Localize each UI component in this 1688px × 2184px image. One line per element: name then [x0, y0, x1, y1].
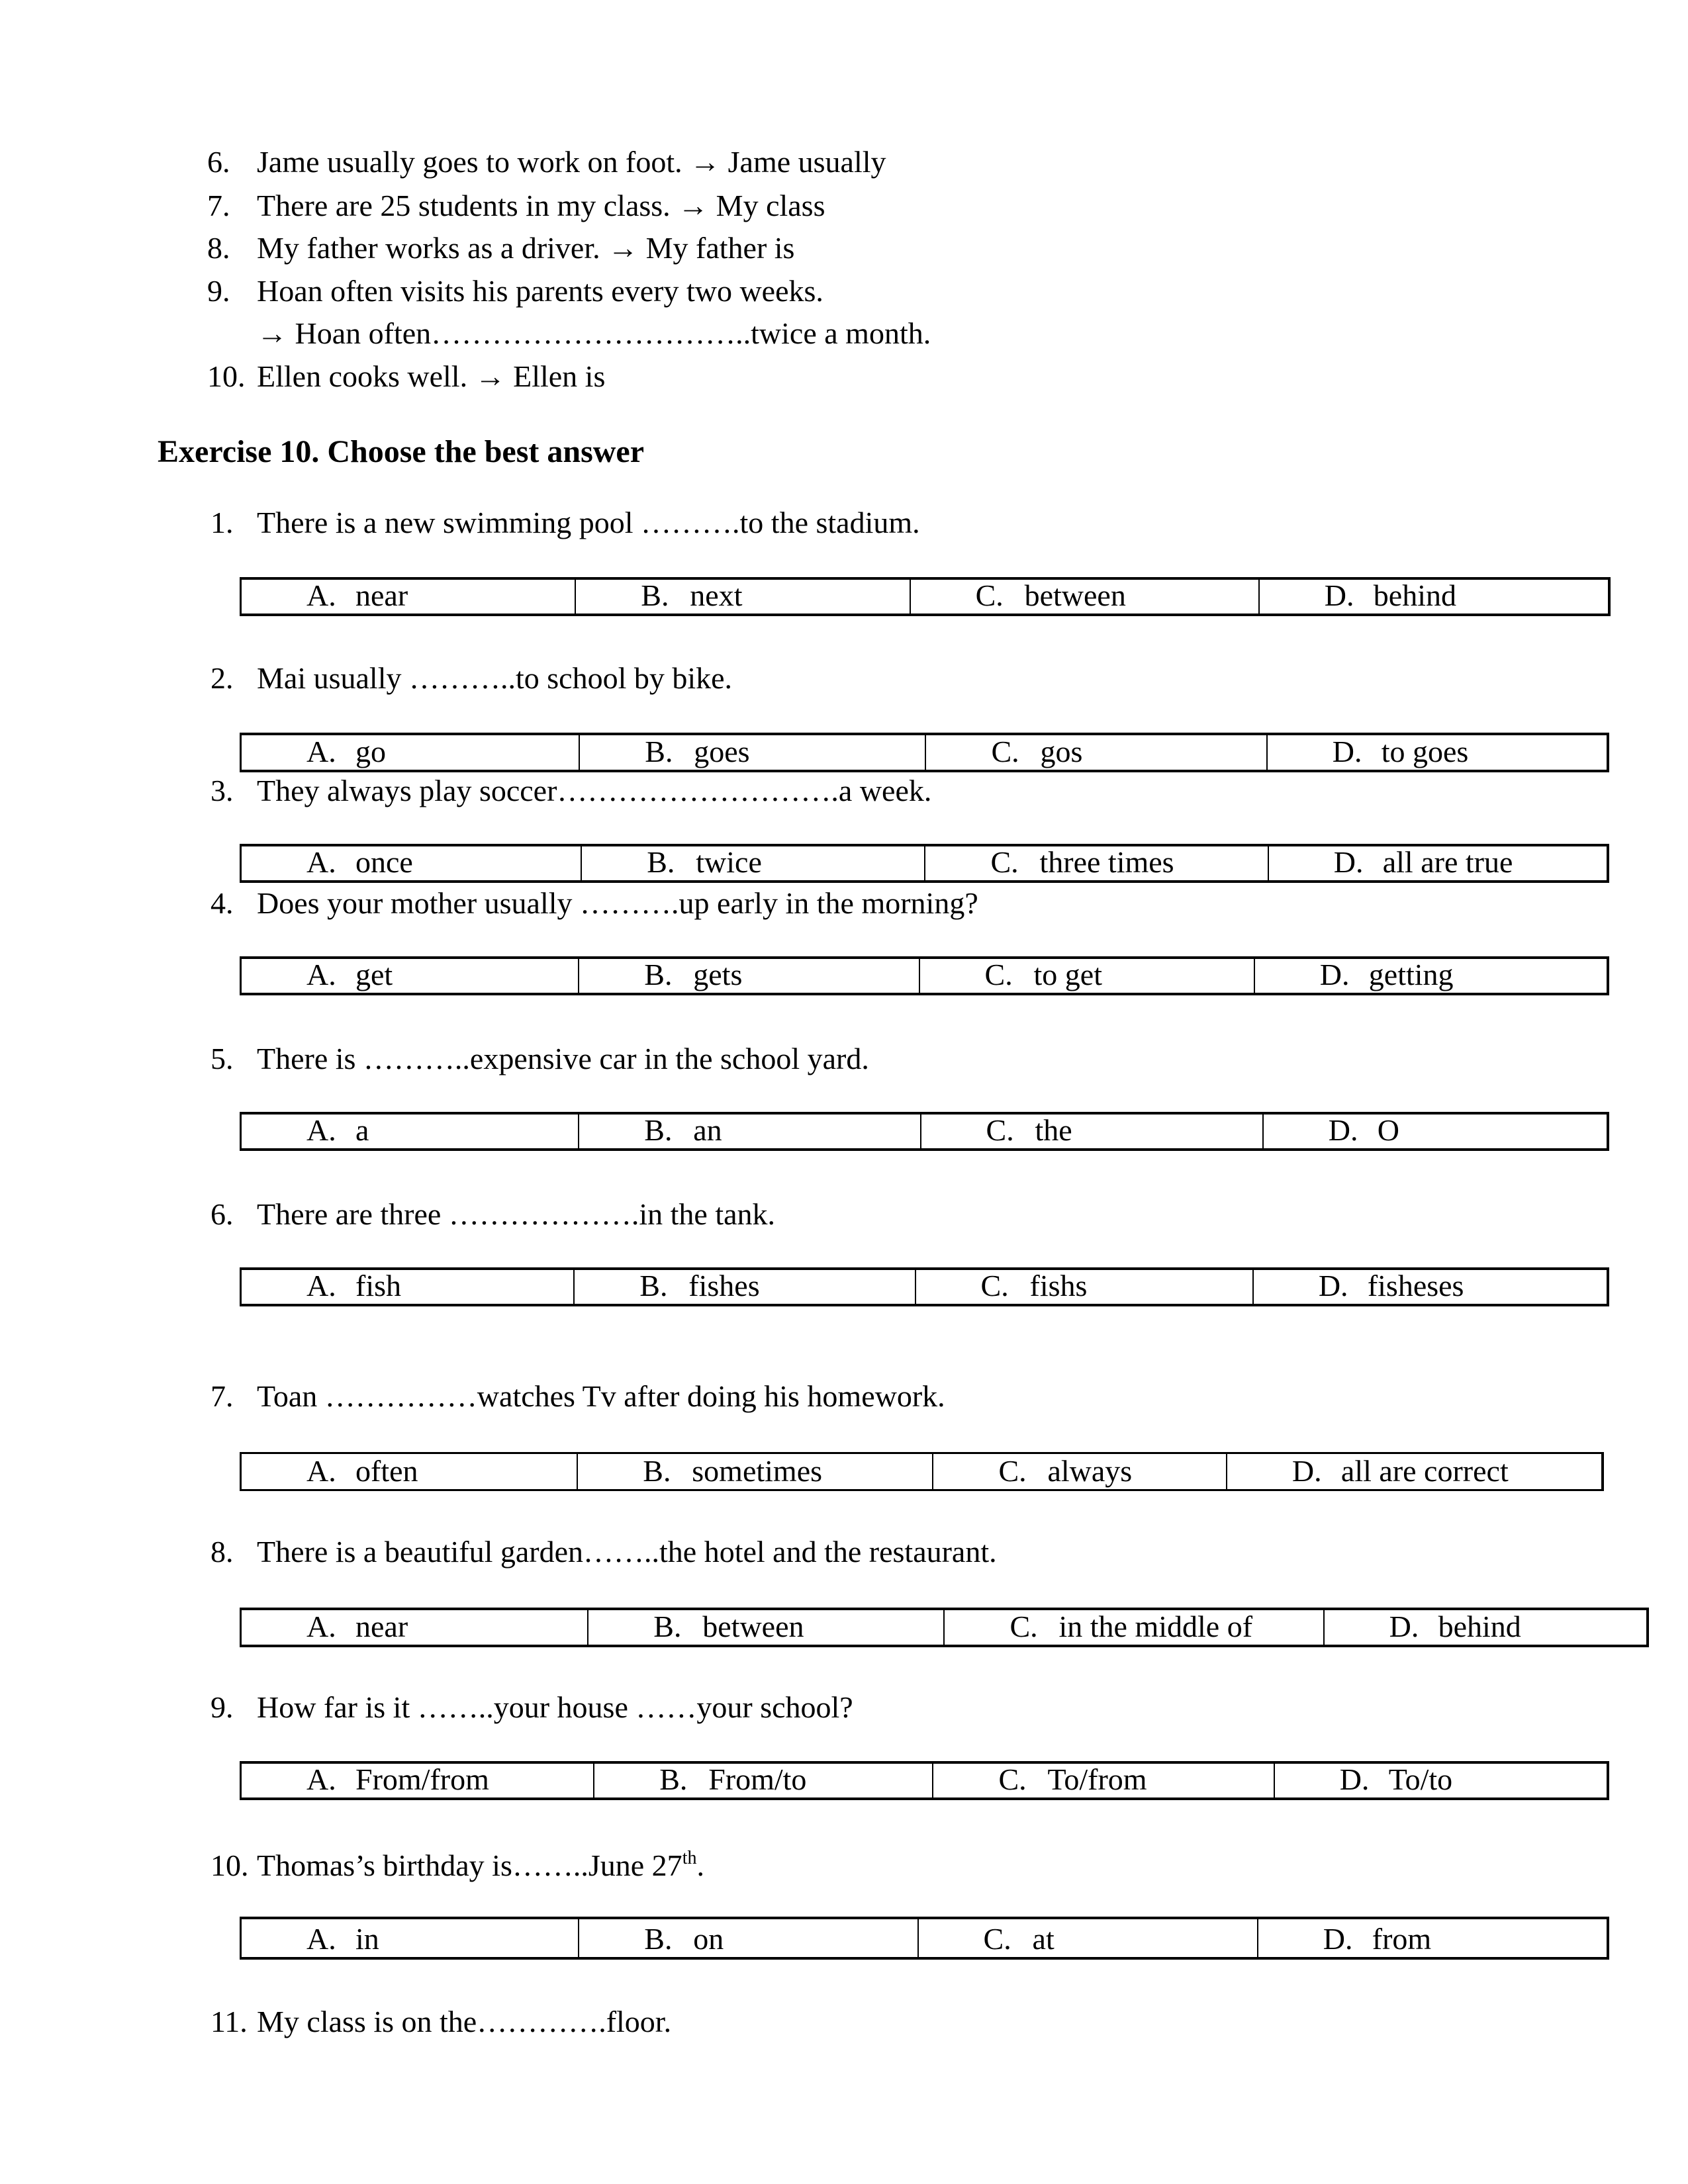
option-text: all are true	[1382, 845, 1513, 879]
option-label	[306, 847, 413, 878]
option-letter: D.	[1323, 1922, 1353, 1956]
option-label	[998, 1764, 1147, 1795]
option-label	[998, 1456, 1132, 1486]
option-label	[1009, 1612, 1252, 1642]
answer-option-d[interactable]	[1258, 1919, 1607, 1957]
answer-option-a[interactable]	[242, 846, 582, 880]
question-stem: There is a new swimming pool ……….to the stadium.	[257, 506, 920, 539]
option-label	[981, 1271, 1088, 1301]
question-number: 9.	[211, 1690, 234, 1724]
question-number: 6.	[211, 1197, 234, 1231]
question-text	[257, 1850, 704, 1881]
option-text: in	[355, 1922, 379, 1956]
option-text: three times	[1039, 845, 1174, 879]
option-text: From/to	[708, 1762, 807, 1796]
question-number: 11.	[211, 2005, 248, 2038]
option-letter: D.	[1324, 578, 1354, 612]
answer-option-c[interactable]	[945, 1610, 1324, 1645]
option-text: fish	[355, 1269, 401, 1302]
answer-options-table	[240, 1608, 1649, 1647]
option-letter: A.	[306, 735, 336, 768]
option-letter: A.	[306, 1610, 336, 1643]
answer-option-a[interactable]	[242, 580, 576, 614]
option-label	[306, 1924, 379, 1954]
option-label	[644, 960, 742, 990]
sentence-transformation-item: Jame usually goes to work on foot. → Jame usually	[257, 145, 886, 179]
option-letter: C.	[984, 958, 1013, 991]
question-stem: They always play soccer……………………….a week.	[257, 774, 932, 807]
answer-option-d[interactable]	[1255, 959, 1607, 993]
answer-option-b[interactable]	[576, 580, 910, 614]
answer-option-a[interactable]	[242, 1764, 594, 1797]
question-number: 1.	[211, 506, 234, 539]
question-tail: .	[696, 1848, 704, 1882]
option-text: at	[1032, 1922, 1055, 1956]
question-text	[257, 663, 732, 694]
option-text: go	[355, 735, 386, 768]
question-number: 7.	[211, 1379, 234, 1413]
option-text: on	[693, 1922, 724, 1956]
option-label	[990, 847, 1174, 878]
option-label	[1333, 737, 1469, 767]
option-label	[641, 580, 742, 611]
option-letter: D.	[1389, 1610, 1419, 1643]
option-label	[306, 1271, 401, 1301]
option-label	[306, 737, 386, 767]
answer-option-a[interactable]	[242, 1270, 575, 1304]
option-label	[1329, 1115, 1399, 1146]
option-label	[1389, 1612, 1521, 1642]
option-text: an	[693, 1113, 722, 1147]
option-text: get	[355, 958, 393, 991]
option-letter: A.	[306, 1113, 336, 1147]
option-label	[1320, 960, 1454, 990]
answer-option-d[interactable]	[1325, 1610, 1646, 1645]
answer-options-table	[240, 956, 1609, 995]
answer-option-c[interactable]	[916, 1270, 1254, 1304]
option-text: O	[1377, 1113, 1399, 1147]
question-stem: Toan ……………watches Tv after doing his homework.	[257, 1379, 945, 1413]
question-stem: Mai usually ………..to school by bike.	[257, 661, 733, 695]
answer-option-c[interactable]	[926, 735, 1267, 770]
question-stem: How far is it ……..your house ……your school?	[257, 1690, 853, 1724]
option-text: next	[690, 578, 743, 612]
item-number: 9.	[207, 274, 230, 308]
answer-option-d[interactable]	[1260, 580, 1608, 614]
question-number: 10.	[211, 1848, 249, 1882]
question-number: 2.	[211, 661, 234, 695]
question-stem: There is ………..expensive car in the school yard.	[257, 1042, 869, 1075]
option-text: near	[355, 1610, 408, 1643]
option-text: behind	[1373, 578, 1456, 612]
item-number: 8.	[207, 231, 230, 265]
option-text: behind	[1438, 1610, 1521, 1643]
question-stem: My class is on the………….floor.	[257, 2005, 672, 2038]
answer-options-table	[240, 1761, 1609, 1800]
sentence-transformation-item: Ellen cooks well. → Ellen is	[257, 359, 606, 393]
question-text	[257, 1044, 869, 1074]
option-letter: C.	[991, 735, 1019, 768]
option-letter: C.	[998, 1454, 1027, 1488]
answer-option-a[interactable]	[242, 1919, 579, 1957]
option-letter: C.	[975, 578, 1004, 612]
option-letter: D.	[1318, 1269, 1348, 1302]
option-text: once	[355, 845, 413, 879]
option-letter: C.	[1009, 1610, 1038, 1643]
ordinal-suffix: th	[682, 1848, 697, 1868]
answer-option-b[interactable]	[594, 1764, 933, 1797]
answer-option-b[interactable]	[582, 846, 925, 880]
option-label	[306, 580, 408, 611]
option-letter: A.	[306, 1762, 336, 1796]
option-text: fisheses	[1367, 1269, 1464, 1302]
answer-option-c[interactable]	[925, 846, 1268, 880]
option-label	[639, 1271, 759, 1301]
answer-options-table	[240, 844, 1609, 883]
item-number: 7.	[207, 189, 230, 222]
option-letter: D.	[1332, 735, 1362, 768]
option-letter: B.	[644, 1922, 673, 1956]
answer-option-c[interactable]	[919, 1919, 1258, 1957]
option-letter: A.	[306, 1922, 336, 1956]
option-letter: B.	[647, 845, 675, 879]
answer-option-b[interactable]	[575, 1270, 915, 1304]
answer-option-d[interactable]	[1269, 846, 1607, 880]
option-label	[644, 1924, 724, 1954]
answer-option-d[interactable]	[1254, 1270, 1607, 1304]
option-label	[647, 847, 762, 878]
question-text	[257, 776, 931, 806]
option-label	[306, 1115, 369, 1146]
answer-option-b[interactable]	[580, 735, 926, 770]
option-label	[306, 1764, 489, 1795]
option-letter: C.	[998, 1762, 1027, 1796]
option-label	[976, 580, 1126, 611]
option-label	[1325, 580, 1456, 611]
option-letter: C.	[990, 845, 1019, 879]
option-text: between	[702, 1610, 804, 1643]
answer-options-table	[240, 733, 1609, 772]
question-text	[257, 508, 920, 538]
option-letter: B.	[659, 1762, 688, 1796]
option-text: getting	[1368, 958, 1454, 991]
sentence-transformation-item: Hoan often visits his parents every two weeks.	[257, 274, 823, 308]
option-letter: B.	[645, 735, 673, 768]
option-letter: A.	[306, 958, 336, 991]
option-text: twice	[696, 845, 762, 879]
answer-option-a[interactable]	[242, 1454, 578, 1489]
option-text: to goes	[1381, 735, 1469, 768]
option-text: a	[355, 1113, 369, 1147]
question-number: 4.	[211, 886, 234, 920]
answer-option-a[interactable]	[242, 1610, 588, 1645]
answer-option-c[interactable]	[921, 1115, 1264, 1148]
item-number: 10.	[207, 359, 246, 393]
option-text: fishes	[688, 1269, 760, 1302]
answer-option-c[interactable]	[933, 1454, 1227, 1489]
option-letter: A.	[306, 1269, 336, 1302]
question-text	[257, 1692, 853, 1723]
option-letter: B.	[653, 1610, 682, 1643]
option-text: the	[1035, 1113, 1072, 1147]
option-letter: A.	[306, 845, 336, 879]
option-letter: B.	[644, 1113, 673, 1147]
option-letter: B.	[644, 958, 673, 991]
option-label	[1319, 1271, 1464, 1301]
item-number: 6.	[207, 145, 230, 179]
option-label	[306, 960, 393, 990]
option-letter: B.	[639, 1269, 668, 1302]
option-text: gos	[1040, 735, 1083, 768]
answer-option-d[interactable]	[1275, 1764, 1607, 1797]
sentence-transformation-item: There are 25 students in my class. → My class	[257, 189, 825, 222]
option-text: often	[355, 1454, 418, 1488]
option-label	[1340, 1764, 1452, 1795]
option-label	[984, 1924, 1055, 1954]
option-label	[1334, 847, 1513, 878]
option-text: From/from	[355, 1762, 489, 1796]
option-letter: D.	[1319, 958, 1350, 991]
answer-options-table	[240, 1267, 1609, 1306]
question-number: 5.	[211, 1042, 234, 1075]
option-label	[653, 1612, 804, 1642]
answer-option-d[interactable]	[1264, 1115, 1607, 1148]
question-stem: Thomas’s birthday is……..June 27	[257, 1848, 682, 1882]
option-text: to get	[1033, 958, 1102, 991]
question-number: 8.	[211, 1535, 234, 1569]
option-letter: D.	[1328, 1113, 1358, 1147]
option-letter: B.	[641, 578, 669, 612]
answer-option-a[interactable]	[242, 735, 580, 770]
option-label	[991, 737, 1082, 767]
option-text: To/to	[1388, 1762, 1453, 1796]
option-text: near	[355, 578, 408, 612]
answer-option-b[interactable]	[579, 959, 919, 993]
answer-option-c[interactable]	[911, 580, 1260, 614]
answer-options-table	[240, 1112, 1609, 1151]
answer-option-b[interactable]	[578, 1454, 933, 1489]
answer-options-table	[240, 1917, 1609, 1960]
option-label	[644, 1115, 722, 1146]
option-text: fishs	[1029, 1269, 1088, 1302]
question-text	[257, 1199, 775, 1230]
option-label	[985, 960, 1102, 990]
option-letter: A.	[306, 1454, 336, 1488]
option-text: sometimes	[692, 1454, 823, 1488]
option-label	[306, 1456, 418, 1486]
option-label	[986, 1115, 1072, 1146]
option-label	[645, 737, 749, 767]
question-stem: There are three ……………….in the tank.	[257, 1197, 776, 1231]
option-letter: C.	[983, 1922, 1011, 1956]
option-label	[1323, 1924, 1431, 1954]
answer-options-table	[240, 577, 1611, 616]
question-text	[257, 1381, 945, 1412]
answer-option-d[interactable]	[1268, 735, 1607, 770]
option-label	[1292, 1456, 1509, 1486]
option-letter: C.	[986, 1113, 1014, 1147]
question-stem: There is a beautiful garden……..the hotel and the restaurant.	[257, 1535, 997, 1569]
option-letter: B.	[643, 1454, 671, 1488]
option-text: between	[1024, 578, 1126, 612]
answer-option-c[interactable]	[920, 959, 1255, 993]
question-text	[257, 1537, 997, 1567]
option-text: gets	[693, 958, 743, 991]
option-letter: D.	[1291, 1454, 1322, 1488]
answer-option-a[interactable]	[242, 1115, 579, 1148]
answer-option-b[interactable]	[579, 1115, 921, 1148]
answer-option-d[interactable]	[1227, 1454, 1601, 1489]
answer-option-b[interactable]	[588, 1610, 945, 1645]
option-label	[659, 1764, 806, 1795]
option-letter: D.	[1333, 845, 1364, 879]
option-letter: A.	[306, 578, 336, 612]
answer-option-c[interactable]	[933, 1764, 1274, 1797]
question-number: 3.	[211, 774, 234, 807]
question-stem: Does your mother usually ……….up early in the morning?	[257, 886, 978, 920]
option-text: all are correct	[1340, 1454, 1509, 1488]
option-label	[643, 1456, 822, 1486]
question-text	[257, 2007, 671, 2037]
answer-options-table	[240, 1452, 1604, 1491]
option-text: in the middle of	[1058, 1610, 1253, 1643]
option-text: always	[1047, 1454, 1133, 1488]
answer-option-a[interactable]	[242, 959, 579, 993]
sentence-transformation-answer-line: → Hoan often…………………………..twice a month.	[257, 316, 931, 350]
option-text: goes	[694, 735, 750, 768]
answer-option-b[interactable]	[579, 1919, 918, 1957]
sentence-transformation-item: My father works as a driver. → My father is	[257, 231, 795, 265]
exercise-title: Exercise 10. Choose the best answer	[158, 434, 645, 469]
option-letter: D.	[1339, 1762, 1370, 1796]
question-text	[257, 888, 978, 919]
option-letter: C.	[980, 1269, 1009, 1302]
option-label	[306, 1612, 408, 1642]
option-text: To/from	[1047, 1762, 1147, 1796]
option-text: from	[1372, 1922, 1432, 1956]
